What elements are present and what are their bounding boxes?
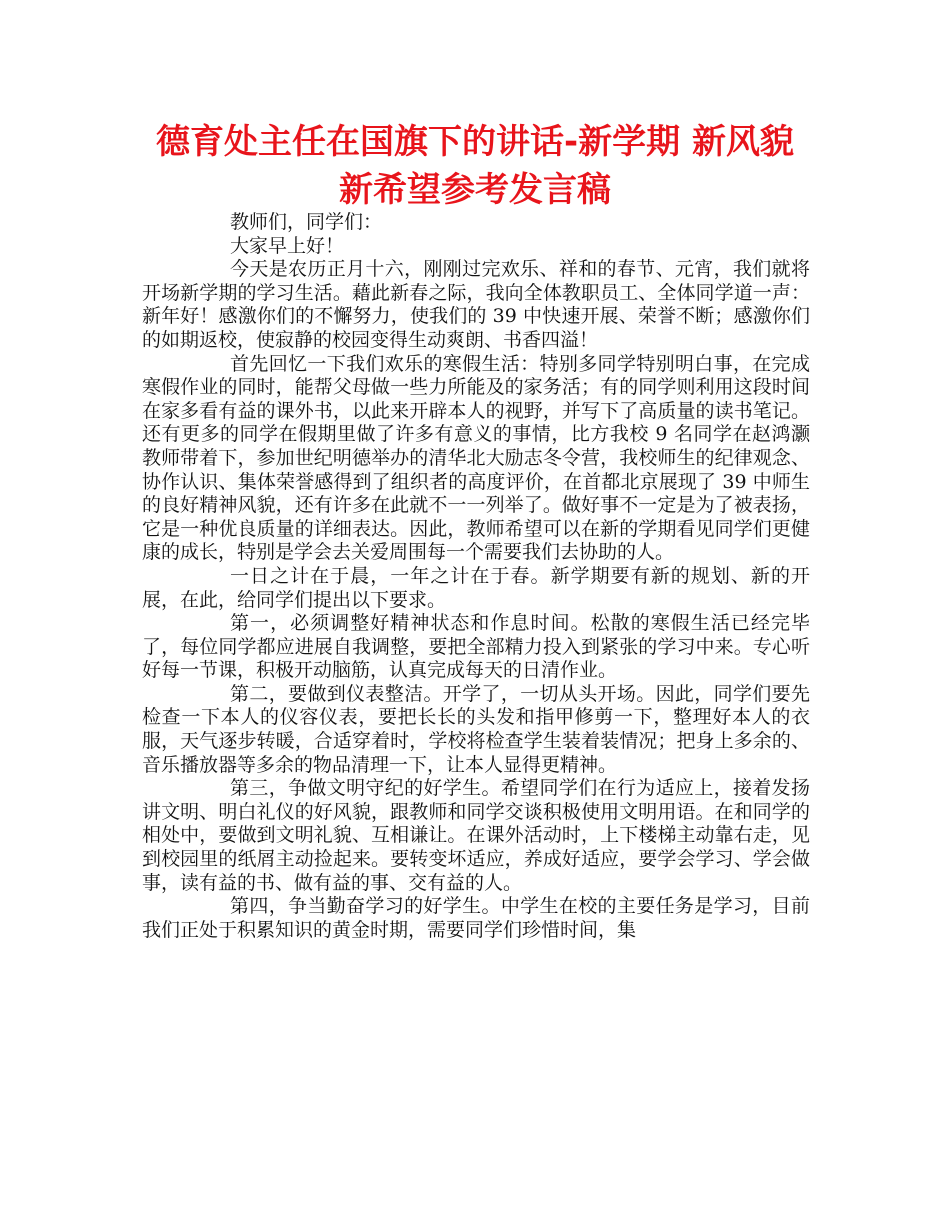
paragraph: 一日之计在于晨，一年之计在于春。新学期要有新的规划、新的开展，在此，给同学们提出以下要求。	[142, 564, 810, 611]
paragraph: 第四，争当勤奋学习的好学生。中学生在校的主要任务是学习，目前我们正处于积累知识的黄金时期，需要同学们珍惜时间，集	[142, 895, 810, 941]
title-line-2: 新希望参考发言稿	[339, 170, 611, 210]
paragraph: 首先回忆一下我们欢乐的寒假生活：特别多同学特别明白事，在完成寒假作业的同时，能帮父母做一些力所能及的家务活；有的同学则利用这段时间在家多看有益的课外书，以此来开辟本人的视野，并写下了高质量的读书笔记。还有更多的同学在假期里做了许多有意义的事情，比方我校 9 名同学在赵鸿灏教师带着下，参加世纪明德举办的清华北大励志冬令营，我校师生的纪律观念、协作认识、集体荣誉感得到了组织者的高度评价，在首都北京展现了 39 中师生的良好精神风貌，还有许多在此就不一一列举了。做好事不一定是为了被表扬，它是一种优良质量的详细表达。因此，教师希望可以在新的学期看见同学们更健康的成长，特别是学会去关爱周围每一个需要我们去协助的人。	[142, 352, 810, 564]
title-line-1: 德育处主任在国旗下的讲话-新学期 新风貌	[156, 122, 794, 162]
greeting: 大家早上好！	[230, 234, 345, 257]
paragraph: 今天是农历正月十六，刚刚过完欢乐、祥和的春节、元宵，我们就将开场新学期的学习生活。藉此新春之际，我向全体教职员工、全体同学道一声：新年好！感激你们的不懈努力，使我们的 39 中快速开展、荣誉不断；感激你们的如期返校，使寂静的校园变得生动爽朗、书香四溢！	[142, 258, 810, 351]
document-body	[142, 211, 810, 942]
paragraph: 第三，争做文明守纪的好学生。希望同学们在行为适应上，接着发扬讲文明、明白礼仪的好风貌，跟教师和同学交谈积极使用文明用语。在和同学的相处中，要做到文明礼貌、互相谦让。在课外活动时，上下楼梯主动靠右走，见到校园里的纸屑主动捡起来。要转变坏适应，养成好适应，要学会学习、学会做事，读有益的书、做有益的事、交有益的人。	[142, 777, 810, 894]
paragraph: 第二，要做到仪表整洁。开学了，一切从头开场。因此，同学们要先检查一下本人的仪容仪表，要把长长的头发和指甲修剪一下，整理好本人的衣服，天气逐步转暖，合适穿着时，学校将检查学生装着装情况；把身上多余的、音乐播放器等多余的物品清理一下，让本人显得更精神。	[142, 682, 810, 776]
document-title	[100, 118, 850, 214]
paragraph: 第一，必须调整好精神状态和作息时间。松散的寒假生活已经完毕了，每位同学都应进展自我调整，要把全部精力投入到紧张的学习中来。专心听好每一节课，积极开动脑筋，认真完成每天的日清作业。	[142, 612, 810, 682]
salutation: 教师们，同学们：	[230, 211, 383, 233]
